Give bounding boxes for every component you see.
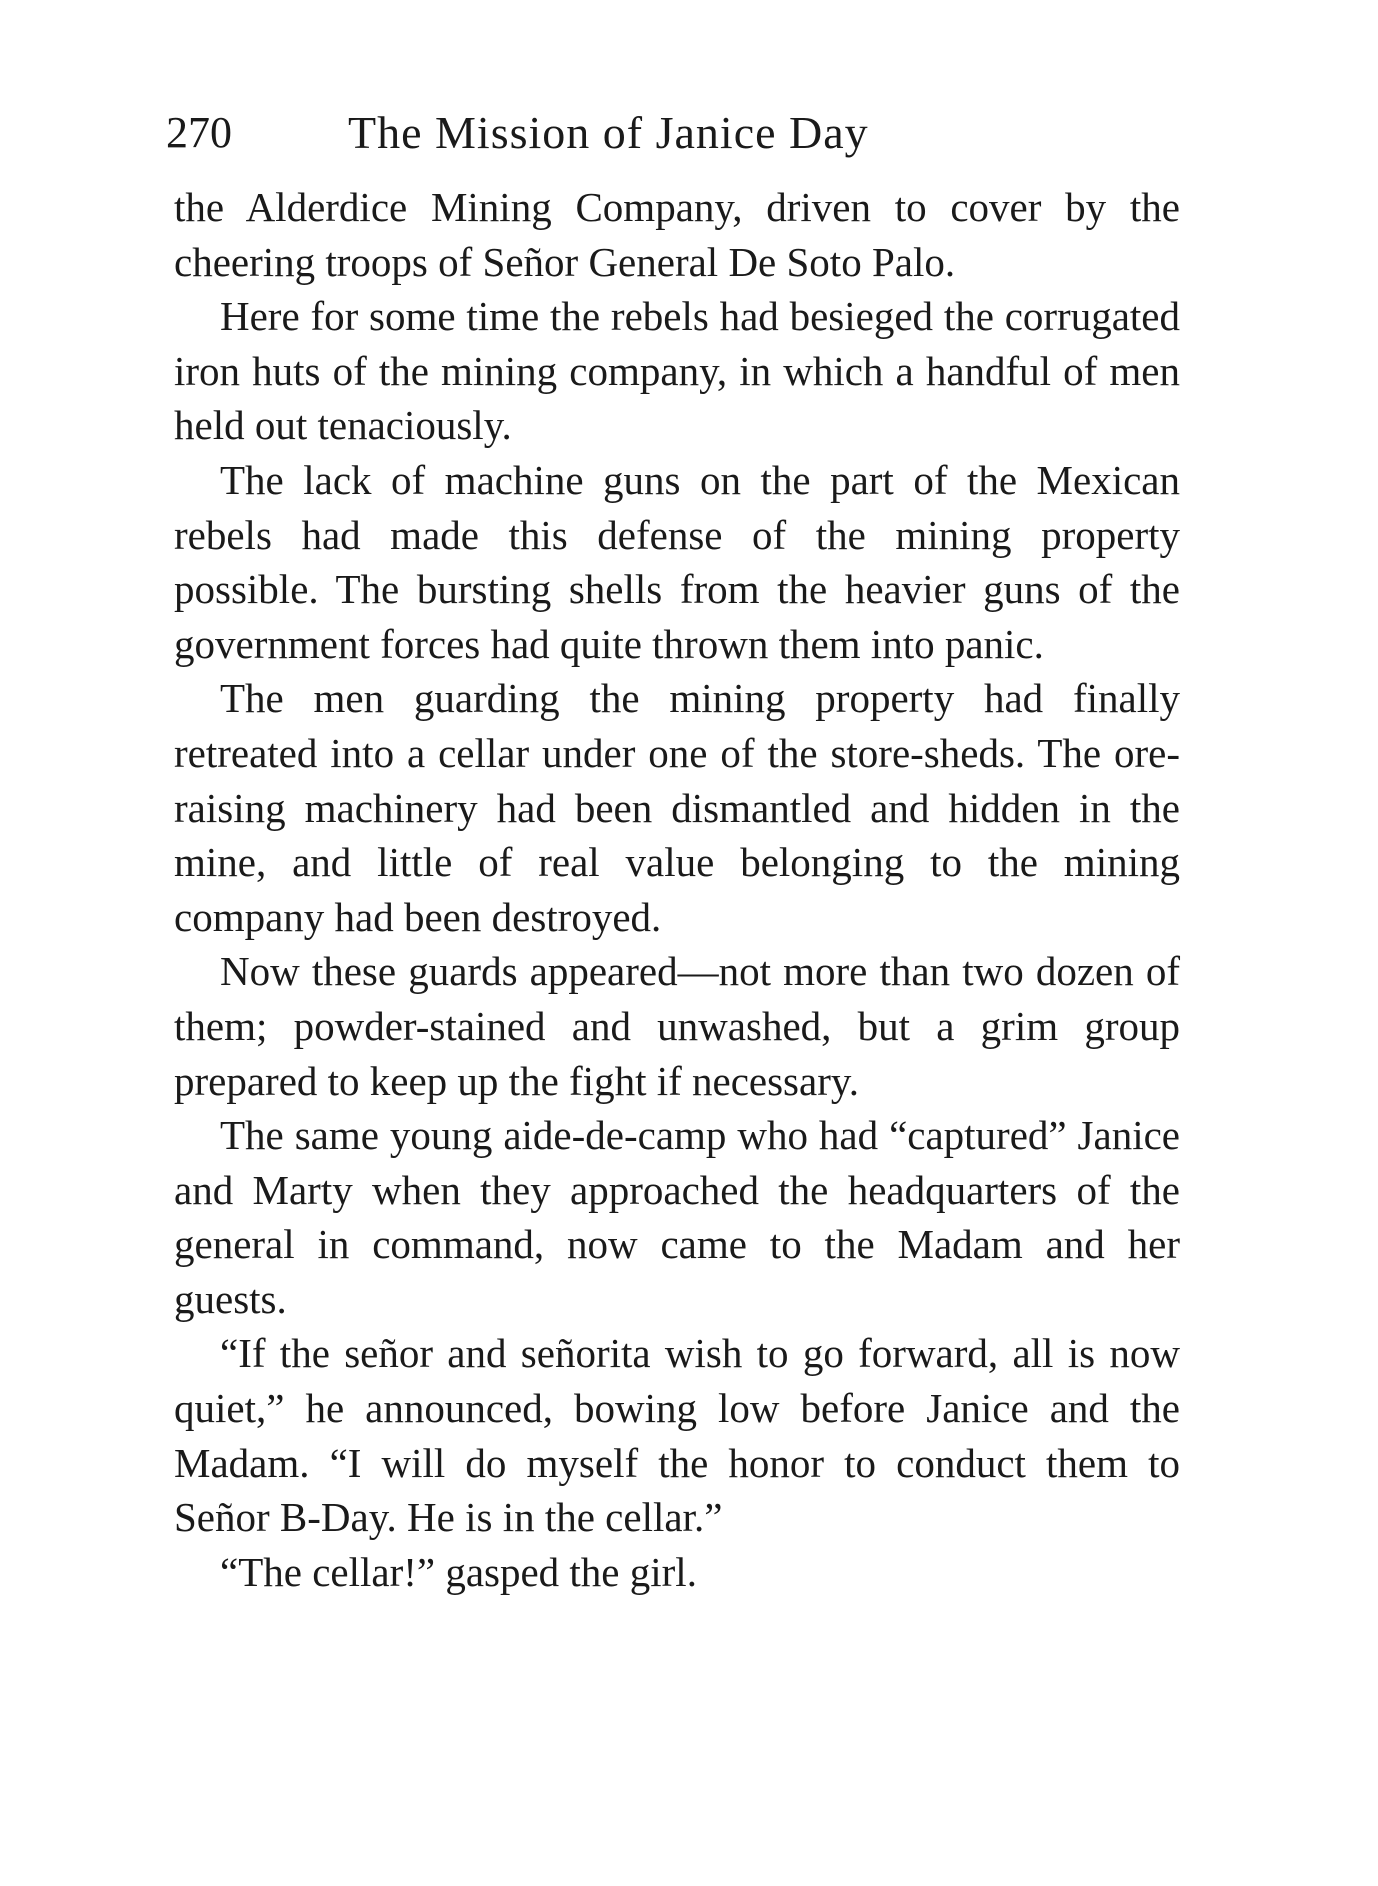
- running-header: [166, 98, 1206, 168]
- body-text: [174, 180, 1180, 1599]
- paragraph: The men guarding the mining property had finally retreated into a cellar under one of the store-sheds. The ore-raising machinery had been dismantled and hidden in the mine, and little of real value belonging to the mining company had been destroyed.: [174, 675, 1180, 940]
- paragraph: “If the señor and señorita wish to go forward, all is now quiet,” he announced, bowing low before Janice and the Madam. “I will do myself the honor to conduct them to Señor B-Day. He is in the cellar.”: [174, 1330, 1180, 1541]
- paragraph: Now these guards appeared—not more than two dozen of them; powder-stained and unwashed, but a grim group prepared to keep up the fight if necessary.: [174, 948, 1180, 1104]
- paragraph: The lack of machine guns on the part of the Mexican rebels had made this defense of the mining property possible. The bursting shells from the heavier guns of the government forces had quite thrown them into panic.: [174, 456, 1180, 667]
- paragraph: the Alderdice Mining Company, driven to cover by the cheering troops of Señor General De Soto Palo.: [174, 184, 1180, 285]
- paragraph: “The cellar!” gasped the girl.: [220, 1548, 697, 1595]
- page-number: 270: [166, 108, 232, 157]
- running-title: The Mission of Janice Day: [348, 107, 869, 158]
- paragraph: Here for some time the rebels had besieged the corrugated iron huts of the mining company, in which a handful of men held out tenaciously.: [174, 293, 1180, 449]
- paragraph: The same young aide-de-camp who had “captured” Janice and Marty when they approached the headquarters of the general in command, now came to the Madam and her guests.: [174, 1112, 1180, 1322]
